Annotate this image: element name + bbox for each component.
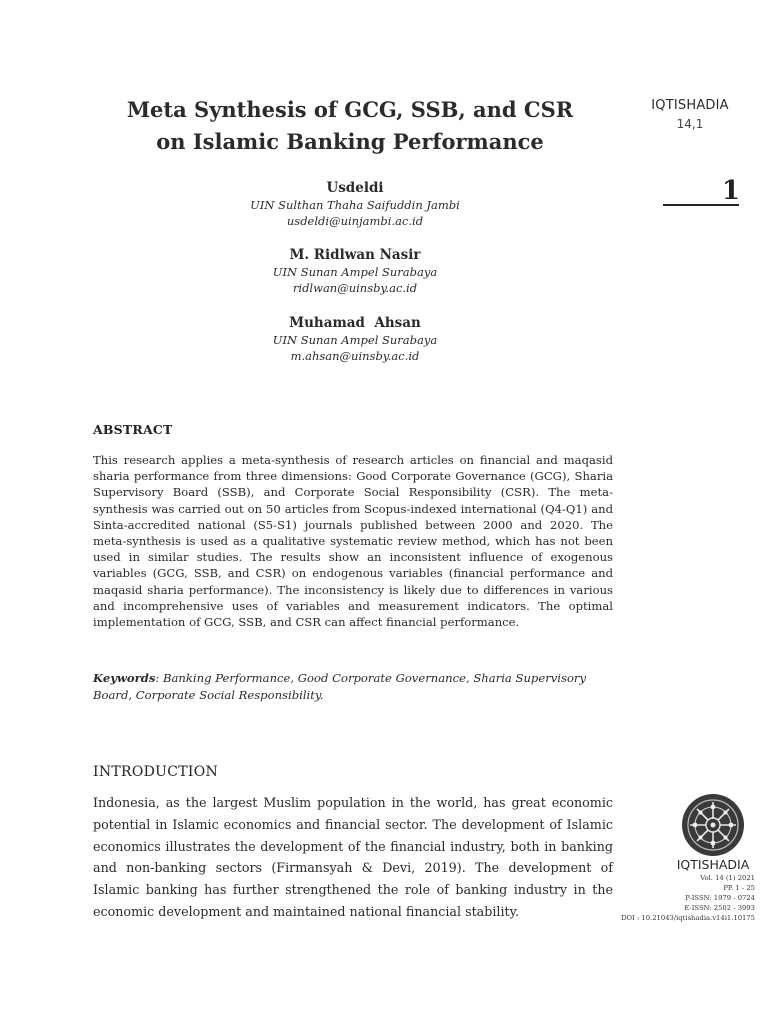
pub-doi[interactable]: DOI : 10.21043/iqtishadia.v14i1.10175 — [621, 914, 755, 922]
author-email[interactable]: ridlwan@uinsby.ac.id — [292, 280, 418, 295]
pub-volume: Vol. 14 (1) 2021 — [700, 874, 755, 882]
keywords — [93, 670, 613, 703]
introduction-body: Indonesia, as the largest Muslim population in the world, has great economic potential in Islamic economics and financial sector. The development of Islamic economics illustrates the development of the financial industry, both in banking and non-banking sectors (Firmansyah & Devi, 2019). The development of Islamic banking has further strengthened the role of banking industry in the economic development and maintained national financial stability. — [93, 795, 613, 919]
introduction-heading: INTRODUCTION — [93, 764, 219, 780]
author-email[interactable]: m.ahsan@uinsby.ac.id — [290, 348, 420, 363]
pub-e-issn: E-ISSN: 2502 - 3993 — [684, 904, 755, 912]
author-block-3 — [150, 313, 560, 364]
keywords-label: Keywords — [93, 671, 156, 685]
author-affiliation: UIN Sunan Ampel Surabaya — [272, 265, 438, 279]
author-name: M. Ridlwan Nasir — [289, 247, 421, 263]
journal-seal-icon — [681, 793, 745, 857]
author-block-1 — [150, 178, 560, 229]
keywords-text: : Banking Performance, Good Corporate Governance, Sharia Supervisory Board, Corporate Social Responsibility. — [93, 671, 587, 702]
author-block-2 — [150, 245, 560, 296]
journal-issue: 14,1 — [676, 117, 704, 131]
journal-name: IQTISHADIA — [651, 98, 729, 113]
pub-pages: PP. 1 - 25 — [723, 884, 755, 892]
abstract-body: This research applies a meta-synthesis of research articles on financial and maqasid sharia performance from three dimensions: Good Corporate Governance (GCG), Sharia Supervisory Board (SSB), and Corporate Social Responsibility (CSR). The meta-synthesis was carried out on 50 articles from Scopus-indexed international (Q4-Q1) and Sinta-accredited national (S5-S1) journals published between 2000 and 2020. The meta-synthesis is used as a qualitative systematic review method, which has not been used in similar studies. The results show an inconsistent influence of exogenous variables (GCG, SSB, and CSR) on endogenous variables (financial performance and maqasid sharia performance). The inconsistency is likely due to differences in various and incomprehensive uses of variables and measurement indicators. The optimal implementation of GCG, SSB, and CSR can affect financial performance. — [93, 453, 613, 630]
author-affiliation: UIN Sunan Ampel Surabaya — [272, 333, 438, 347]
paper-title — [95, 94, 605, 158]
title-line-2: on Islamic Banking Performance — [156, 129, 544, 154]
title-line-1: Meta Synthesis of GCG, SSB, and CSR — [126, 97, 574, 122]
author-name: Muhamad Ahsan — [289, 315, 421, 331]
pub-p-issn: P-ISSN: 1979 - 0724 — [685, 894, 755, 902]
author-name: Usdeldi — [326, 180, 384, 196]
page-number-rule — [663, 204, 739, 206]
publication-info — [595, 873, 755, 923]
abstract-heading: ABSTRACT — [93, 422, 173, 437]
logo-journal-name: IQTISHADIA — [676, 857, 750, 872]
author-affiliation: UIN Sulthan Thaha Saifuddin Jambi — [250, 198, 460, 212]
page-number: 1 — [721, 176, 740, 206]
author-email[interactable]: usdeldi@uinjambi.ac.id — [286, 213, 424, 228]
